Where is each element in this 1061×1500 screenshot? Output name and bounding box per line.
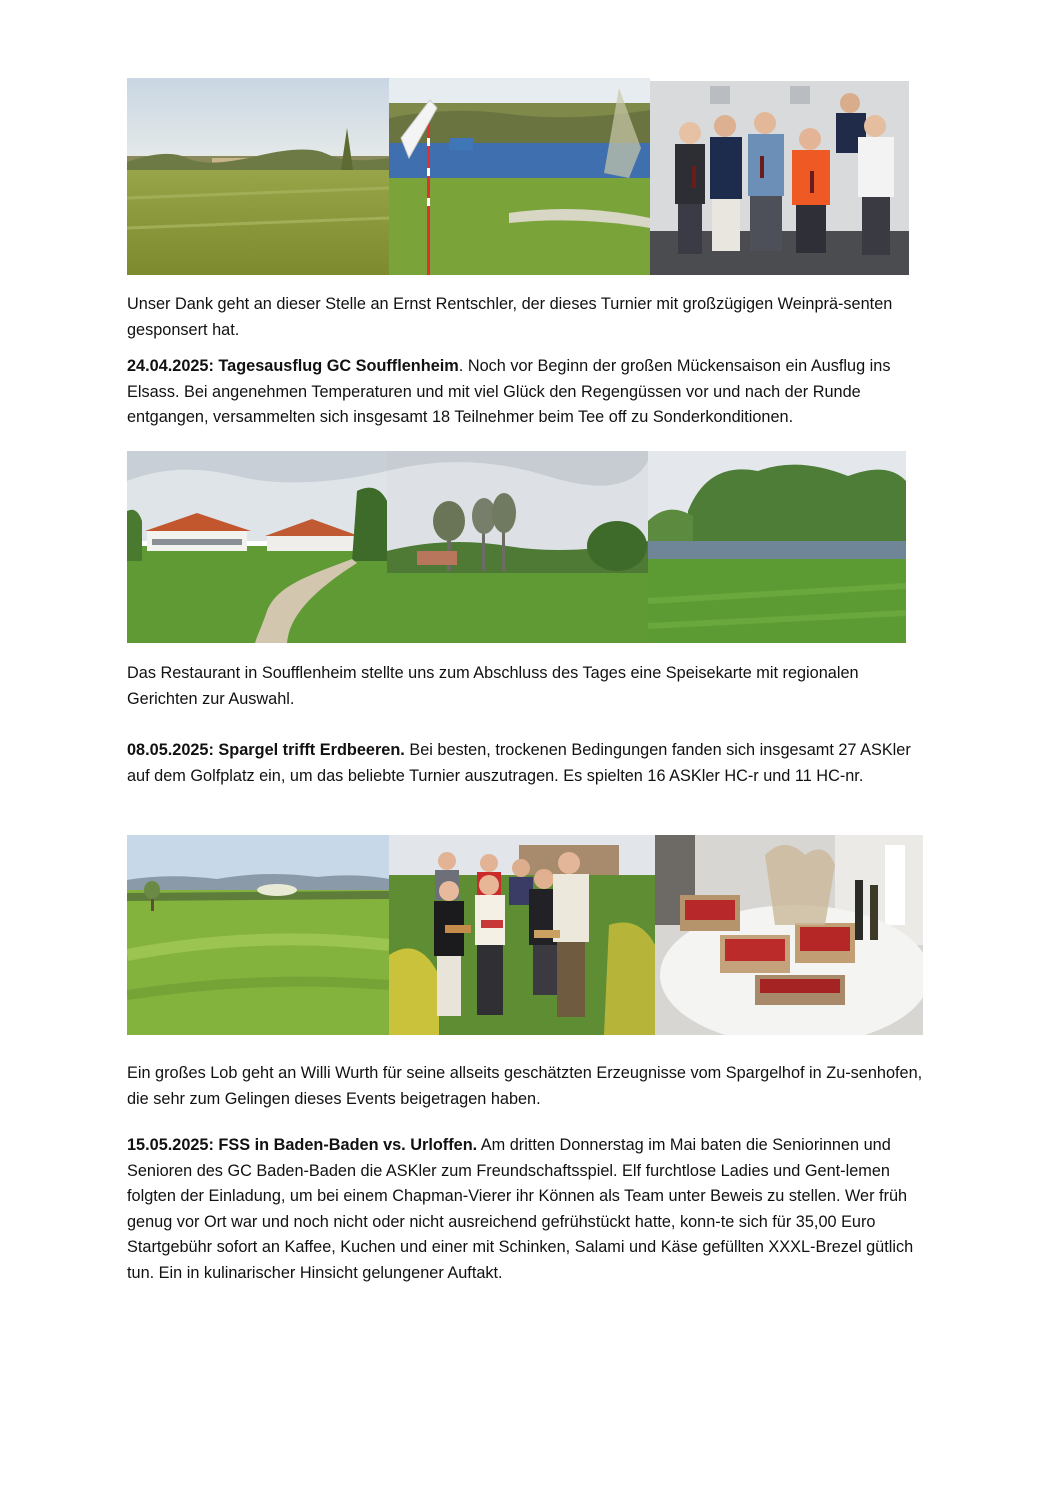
pond-trees-photo [648,451,906,643]
paragraph-restaurant [127,661,932,712]
photo-row-3 [127,835,923,1035]
fairway-trees-photo [387,451,648,643]
paragraph-text: Bei besten, trockenen Bedingungen fanden sich insgesamt 27 ASKler auf dem Golfplatz ein, um das beliebte Turnier auszutragen. Es spielten 16 ASKler HC-r und 11 HC-nr. [127,741,911,785]
paragraph-text: Unser Dank geht an dieser Stelle an Ernst Rentschler, der dieses Turnier mit großzügigen Weinprä-senten gesponsert hat. [127,295,893,339]
paragraph-title: 08.05.2025: Spargel trifft Erdbeeren. [127,741,405,759]
paragraph-text: Am dritten Donnerstag im Mai baten die Seniorinnen und Senioren des GC Baden-Baden die ASKler zum Freundschaftsspiel. Elf furchtlose Ladies und Gent-lemen folgten der Einladung, um bei einem Chapman-Vierer ihr Können als Team unter Beweis zu stellen. Wer früh genug vor Ort war und noch nicht oder nicht ausreichend gefrühstückt hatte, konn-te sich für 35,00 Euro Startgebühr sofort an Kaffee, Kuchen und einer mit Schinken, Salami und Käse gefüllten XXXL-Brezel gütlich tun. Ein in kulinarischer Hinsicht gelungener Auftakt. [127,1136,914,1282]
fairway-mountains-photo [127,835,389,1035]
paragraph-title: 24.04.2025: Tagesausflug GC Soufflenheim [127,357,459,375]
paragraph-text: Ein großes Lob geht an Willi Wurth für seine allseits geschätzten Erzeugnisse vom Spargelhof in Zu-senhofen, die sehr zum Gelingen dieses Events beigetragen haben. [127,1064,923,1108]
clubhouse-path-photo [127,451,387,643]
paragraph-spargel [127,738,932,789]
golf-fairway-reeds-photo [127,78,389,275]
golf-flag-pond-photo [389,78,650,275]
buffet-table-photo [655,835,923,1035]
paragraph-baden-baden [127,1133,932,1286]
paragraph-text: . Noch vor Beginn der großen Mückensaison ein Ausflug ins Elsass. Bei angenehmen Temperaturen und mit viel Glück den Regengüssen vor und nach der Runde entgangen, versammelten sich insgesamt 18 Teilnehmer beim Tee off zu Sonderkonditionen. [127,357,891,426]
paragraph-title: 15.05.2025: FSS in Baden-Baden vs. Urloffen. [127,1136,478,1154]
photo-row-2 [127,451,906,643]
photo-row-1 [127,78,909,275]
paragraph-soufflenheim [127,354,932,431]
group-with-wine-photo [650,81,909,275]
paragraph-text: Das Restaurant in Soufflenheim stellte uns zum Abschluss des Tages eine Speisekarte mit regionalen Gerichten zur Auswahl. [127,664,859,708]
paragraph-sponsor-thanks [127,292,932,343]
group-strawberries-photo [389,835,655,1035]
paragraph-willi-wurth [127,1061,932,1112]
